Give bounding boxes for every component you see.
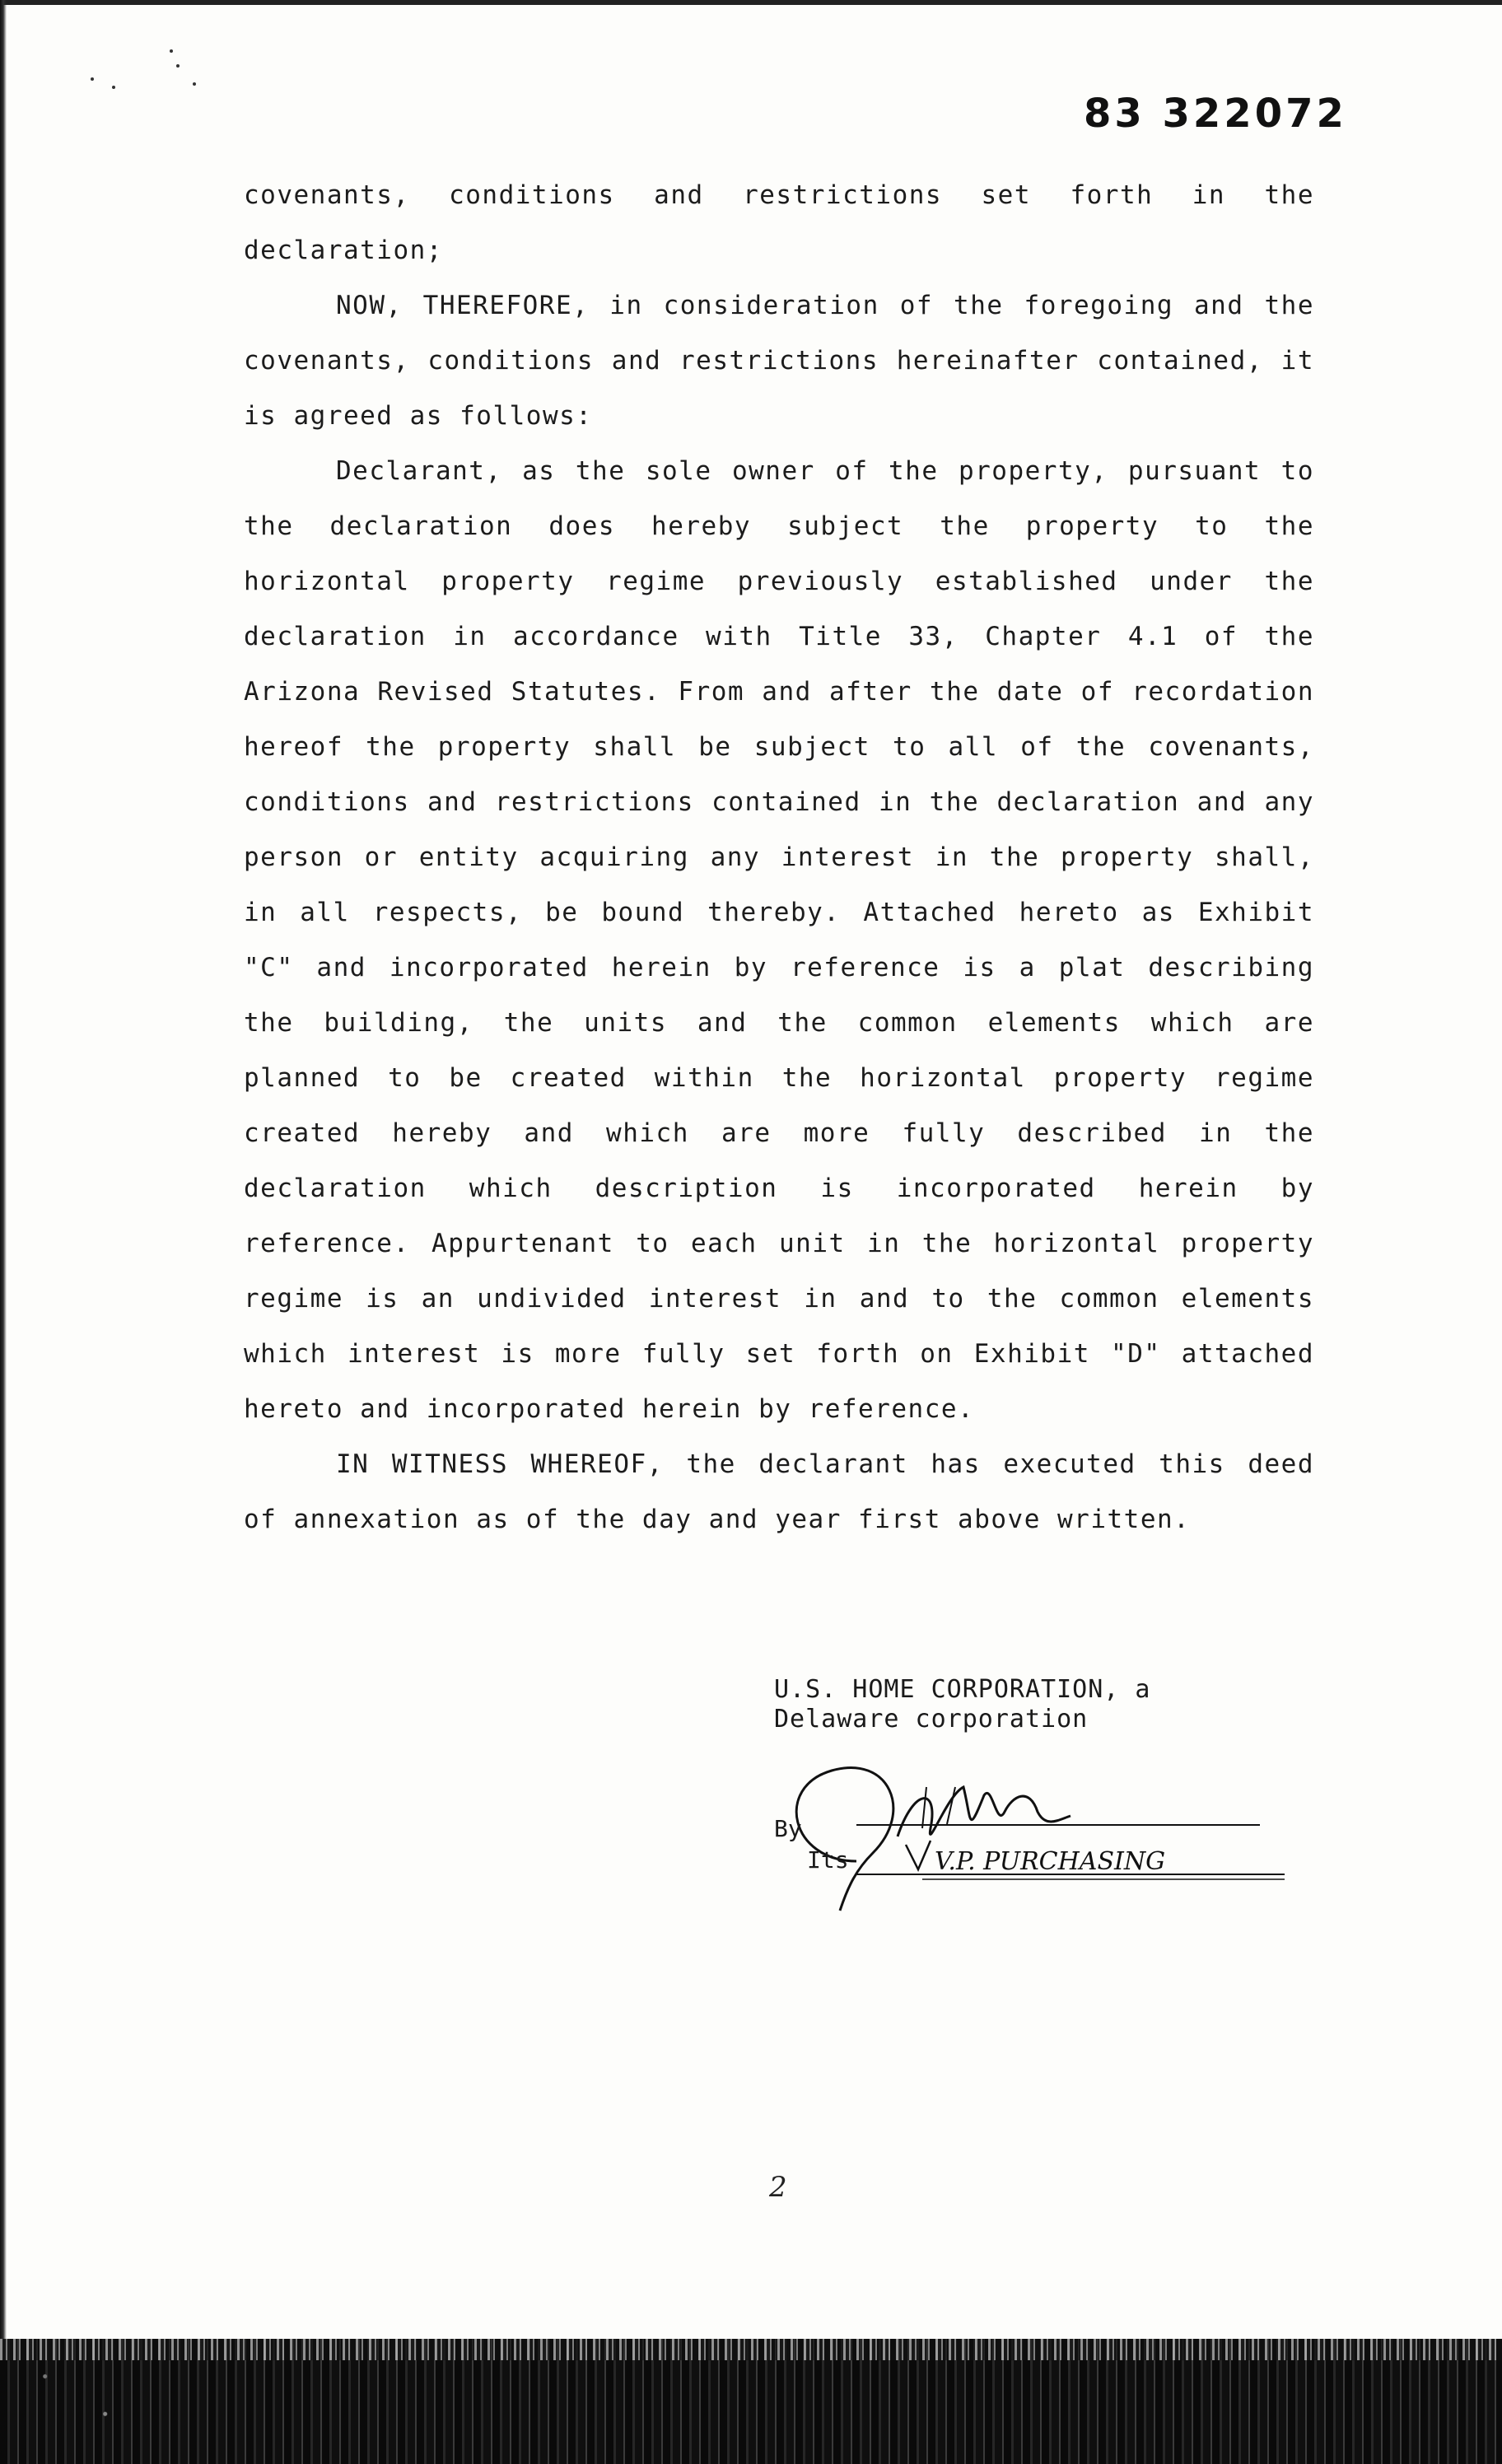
recording-number: 83 322072 bbox=[1084, 91, 1347, 137]
by-label: By bbox=[774, 1815, 802, 1842]
company-state-line: Delaware corporation bbox=[774, 1705, 1089, 1734]
document-body bbox=[244, 168, 1314, 1547]
scan-bottom-band bbox=[0, 2339, 1502, 2464]
paragraph-declarant: Declarant, as the sole owner of the property, pursuant to the declaration does hereby subject the property to the horizontal property regime previously established under the declaration in accordance with Title 33, Chapter 4.1 of the Arizona Revised Statutes. From and after the date of recordation hereof the property shall be subject to all of the covenants, conditions and restrictions contained in the declaration and any person or entity acquiring any interest in the property shall, in all respects, be bound thereby. Attached hereto as Exhibit "C" and incorporated herein by reference is a plat describing the building, the units and the common elements which are planned to be created within the horizontal property regime created hereby and which are more fully described in the declaration which description is incorporated herein by reference. Appurtenant to each unit in the horizontal property regime is an undivided interest in and to the common elements which interest is more fully set forth on Exhibit "D" attached hereto and incorporated herein by reference. bbox=[244, 456, 1314, 1424]
paragraph-in-witness: IN WITNESS WHEREOF, the declarant has executed this deed of annexation as of the day and year first above written. bbox=[244, 1449, 1314, 1534]
scan-left-edge bbox=[0, 0, 7, 2355]
its-label: Its bbox=[807, 1846, 849, 1874]
handwritten-title: V.P. PURCHASING bbox=[935, 1847, 1166, 1876]
paragraph-continuation: covenants, conditions and restrictions set forth in the declaration; bbox=[244, 180, 1314, 265]
page-number: 2 bbox=[769, 2171, 787, 2204]
scan-top-edge bbox=[0, 0, 1502, 5]
signature-block bbox=[774, 1675, 1301, 1734]
paragraph-now-therefore: NOW, THEREFORE, in consideration of the foregoing and the covenants, conditions and restrictions hereinafter contained, it is agreed as follows: bbox=[244, 291, 1314, 431]
scan-specks bbox=[91, 49, 214, 107]
handwritten-signature bbox=[758, 1738, 1301, 1919]
company-name-line: U.S. HOME CORPORATION, a bbox=[774, 1675, 1151, 1704]
